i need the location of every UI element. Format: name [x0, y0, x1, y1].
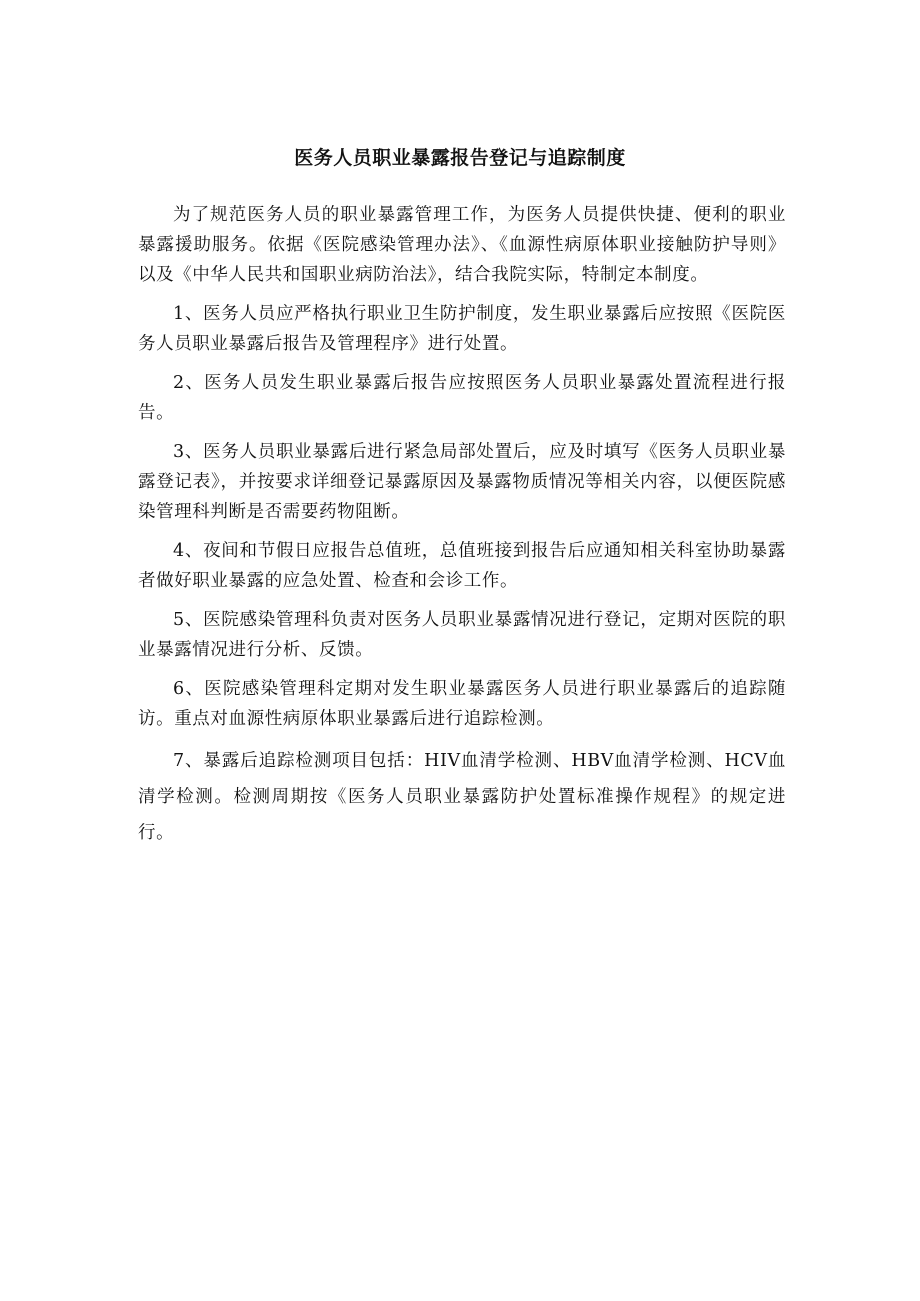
rule-paragraph-7: 7、暴露后追踪检测项目包括：HIV血清学检测、HBV血清学检测、HCV血清学检测。检测周期按《医务人员职业暴露防护处置标准操作规程》的规定进行。	[138, 751, 786, 843]
rule-paragraph-4: 4、夜间和节假日应报告总值班，总值班接到报告后应通知相关科室协助暴露者做好职业暴露的应急处置、检查和会诊工作。	[138, 541, 786, 591]
rule-paragraph-1: 1、医务人员应严格执行职业卫生防护制度，发生职业暴露后应按照《医院医务人员职业暴露后报告及管理程序》进行处置。	[138, 304, 786, 354]
rule-paragraph-2: 2、医务人员发生职业暴露后报告应按照医务人员职业暴露处置流程进行报告。	[138, 373, 786, 423]
rule-paragraph-5: 5、医院感染管理科负责对医务人员职业暴露情况进行登记，定期对医院的职业暴露情况进行分析、反馈。	[138, 610, 786, 660]
document-title: 医务人员职业暴露报告登记与追踪制度	[294, 147, 626, 169]
rule-paragraph-6: 6、医院感染管理科定期对发生职业暴露医务人员进行职业暴露后的追踪随访。重点对血源性病原体职业暴露后进行追踪检测。	[138, 679, 786, 729]
document-body	[138, 200, 786, 860]
rule-paragraph-3: 3、医务人员职业暴露后进行紧急局部处置后，应及时填写《医务人员职业暴露登记表》，并按要求详细登记暴露原因及暴露物质情况等相关内容，以便医院感染管理科判断是否需要药物阻断。	[138, 442, 786, 522]
intro-paragraph: 为了规范医务人员的职业暴露管理工作，为医务人员提供快捷、便利的职业暴露援助服务。依据《医院感染管理办法》、《血源性病原体职业接触防护导则》以及《中华人民共和国职业病防治法》，结合我院实际，特制定本制度。	[138, 205, 786, 285]
